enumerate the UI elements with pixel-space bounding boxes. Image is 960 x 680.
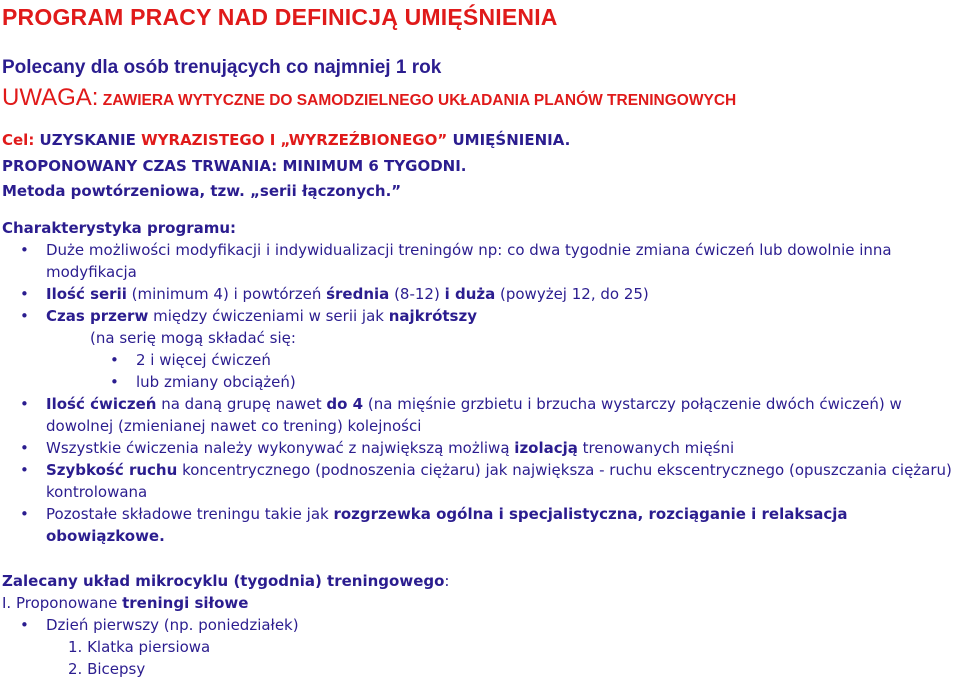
list-item — [2, 349, 960, 371]
section-bold: treningi siłowe — [122, 594, 249, 612]
list-item-bold: i duża — [444, 285, 496, 303]
list-item-text: 1. Klatka piersiowa — [68, 638, 211, 656]
list-item-text: Duże możliwości modyfikacji i indywidualizacji treningów np: co dwa tygodnie zmiana ćwiczeń lub dowolnie inna modyfikacja — [46, 241, 892, 281]
list-item-bold: Szybkość ruchu — [46, 461, 178, 479]
list-item-text: 2 i więcej ćwiczeń — [136, 351, 271, 369]
list-item-bold: średnia — [326, 285, 390, 303]
characteristics-list-2 — [2, 393, 960, 547]
microcycle-heading: Zalecany układ mikrocyklu (tygodnia) treningowego — [2, 572, 445, 590]
day-list — [2, 614, 960, 636]
list-item-bold: Czas przerw — [46, 307, 149, 325]
section-title — [2, 592, 960, 614]
list-item-text: między ćwiczeniami w serii jak — [148, 307, 389, 325]
duration-line: PROPONOWANY CZAS TRWANIA: MINIMUM 6 TYGODNI. — [2, 157, 467, 175]
list-item-text: trenowanych mięśni — [577, 439, 735, 457]
sub-list — [2, 349, 960, 393]
list-item — [2, 393, 960, 437]
list-item — [2, 614, 960, 636]
sub-intro: (na serię mogą składać się: — [90, 329, 296, 347]
list-item — [2, 371, 960, 393]
goal-text-1: UZYSKANIE — [34, 131, 142, 149]
warning-line — [2, 84, 736, 112]
method-line: Metoda powtórzeniowa, tzw. „serii łączonych.” — [2, 182, 402, 200]
page-title: PROGRAM PRACY NAD DEFINICJĄ UMIĘŚNIENIA — [2, 4, 558, 30]
list-item-text: koncentrycznego (podnoszenia ciężaru) jak największa - ruchu ekscentrycznego (opuszczania ciężaru) kontrolowana — [46, 461, 952, 501]
list-item-bold: izolacją — [514, 439, 578, 457]
subtitle: Polecany dla osób trenujących co najmniej 1 rok — [2, 57, 442, 78]
list-item-bold: najkrótszy — [388, 307, 477, 325]
list-item-bold: Ilość serii — [46, 285, 127, 303]
list-item-text: Wszystkie ćwiczenia należy wykonywać z największą możliwą — [46, 439, 515, 457]
list-item — [2, 459, 960, 503]
microcycle-section — [2, 570, 960, 680]
list-item-text: 2. Bicepsy — [68, 660, 146, 678]
list-item-bold: do 4 — [326, 395, 364, 413]
list-item-text: lub zmiany obciążeń) — [136, 373, 296, 391]
list-item-text: Pozostałe składowe treningu takie jak — [46, 505, 334, 523]
list-item-bold: Ilość ćwiczeń — [46, 395, 157, 413]
list-item — [2, 503, 960, 547]
goal-label: Cel: — [2, 131, 35, 149]
goal-line — [2, 131, 570, 149]
warning-label: UWAGA: — [2, 84, 99, 111]
list-item-text: (minimum 4) i powtórzeń — [126, 285, 327, 303]
microcycle-colon: : — [444, 572, 450, 590]
list-item — [2, 437, 960, 459]
characteristics-section — [2, 217, 960, 547]
list-item — [2, 636, 960, 658]
goal-text-3: UMIĘŚNIENIA. — [447, 131, 571, 149]
characteristics-list — [2, 239, 960, 327]
characteristics-heading: Charakterystyka programu: — [2, 219, 237, 237]
microcycle-heading-line — [2, 570, 960, 592]
goal-text-2: WYRAZISTEGO I „WYRZEŹBIONEGO” — [141, 131, 448, 149]
list-item-text: (8-12) — [389, 285, 445, 303]
section-prefix: I. Proponowane — [2, 594, 123, 612]
list-item-text: na daną grupę nawet — [156, 395, 327, 413]
list-item-bold: rozgrzewka ogólna i specjalistyczna, rozciąganie i relaksacja obowiązkowe. — [46, 505, 848, 545]
list-item-text: (na mięśnie grzbietu i brzucha wystarczy połączenie dwóch ćwiczeń) w dowolnej (zmienianej nawet co trening) kolejności — [46, 395, 902, 435]
list-item — [2, 658, 960, 680]
warning-text: ZAWIERA WYTYCZNE DO SAMODZIELNEGO UKŁADANIA PLANÓW TRENINGOWYCH — [98, 92, 737, 109]
list-item — [2, 239, 960, 283]
list-item — [2, 283, 960, 305]
list-item — [2, 305, 960, 327]
list-item-text: Dzień pierwszy (np. poniedziałek) — [46, 616, 299, 634]
list-item-text: (powyżej 12, do 25) — [495, 285, 649, 303]
exercise-list — [2, 636, 960, 680]
